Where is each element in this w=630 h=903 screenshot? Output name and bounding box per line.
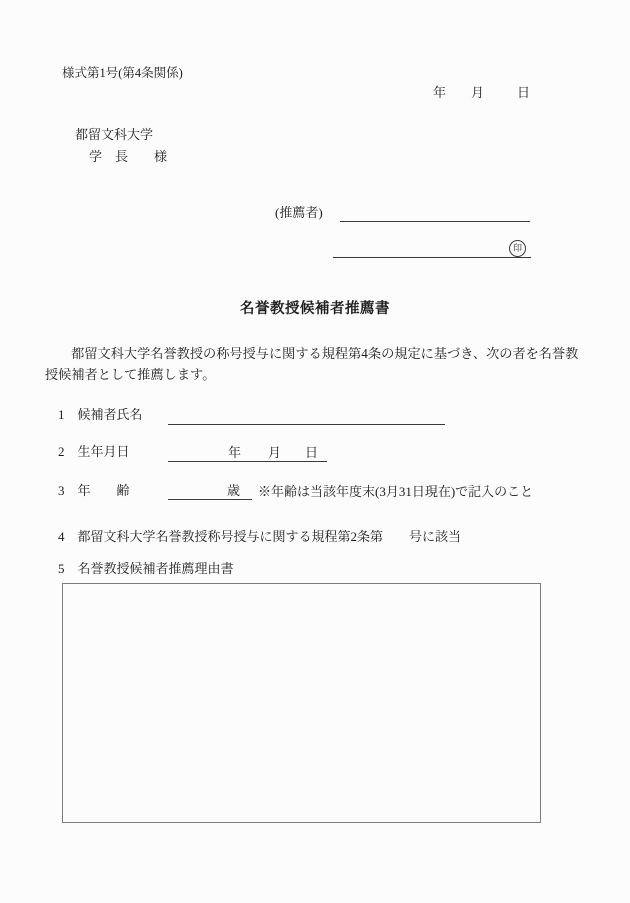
birthdate-field[interactable]	[168, 444, 327, 462]
document-title: 名誉教授候補者推薦書	[240, 301, 390, 317]
date-month-label: 月	[471, 85, 485, 100]
recommendation-reason-box[interactable]	[62, 583, 541, 823]
item1-candidate-name-label: 1 候補者氏名	[58, 407, 143, 422]
birth-year-label: 年	[228, 445, 242, 460]
age-note: ※年齢は当該年度末(3月31日現在)で記入のこと	[258, 484, 534, 499]
item4-article-clause-label: 4 都留文科大学名誉教授称号授与に関する規程第2条第 号に該当	[58, 529, 462, 544]
addressee-president: 学 長 様	[89, 149, 168, 164]
item5-reason-label: 5 名誉教授候補者推薦理由書	[58, 561, 234, 576]
body-paragraph: 都留文科大学名誉教授の称号授与に関する規程第4条の規定に基づき、次の者を名誉教授候補者として推薦します。	[45, 346, 579, 382]
birth-day-label: 日	[305, 445, 319, 460]
seal-mark-icon: 印	[509, 240, 526, 257]
birth-month-label: 月	[268, 445, 282, 460]
age-field[interactable]: 歳	[168, 483, 252, 500]
form-number: 様式第1号(第4条関係)	[62, 66, 183, 80]
recommender-name-field[interactable]	[340, 205, 530, 222]
date-line	[0, 85, 630, 101]
date-day-label: 日	[517, 85, 531, 100]
addressee-university: 都留文科大学	[75, 127, 154, 142]
item2-birthdate-label: 2 生年月日	[58, 444, 130, 459]
recommender-label: (推薦者)	[275, 205, 323, 220]
date-year-label: 年	[433, 85, 447, 100]
recommender-signature-field[interactable]	[333, 241, 531, 258]
item3-age-label: 3 年 齢	[58, 483, 130, 498]
candidate-name-field[interactable]	[168, 407, 445, 425]
